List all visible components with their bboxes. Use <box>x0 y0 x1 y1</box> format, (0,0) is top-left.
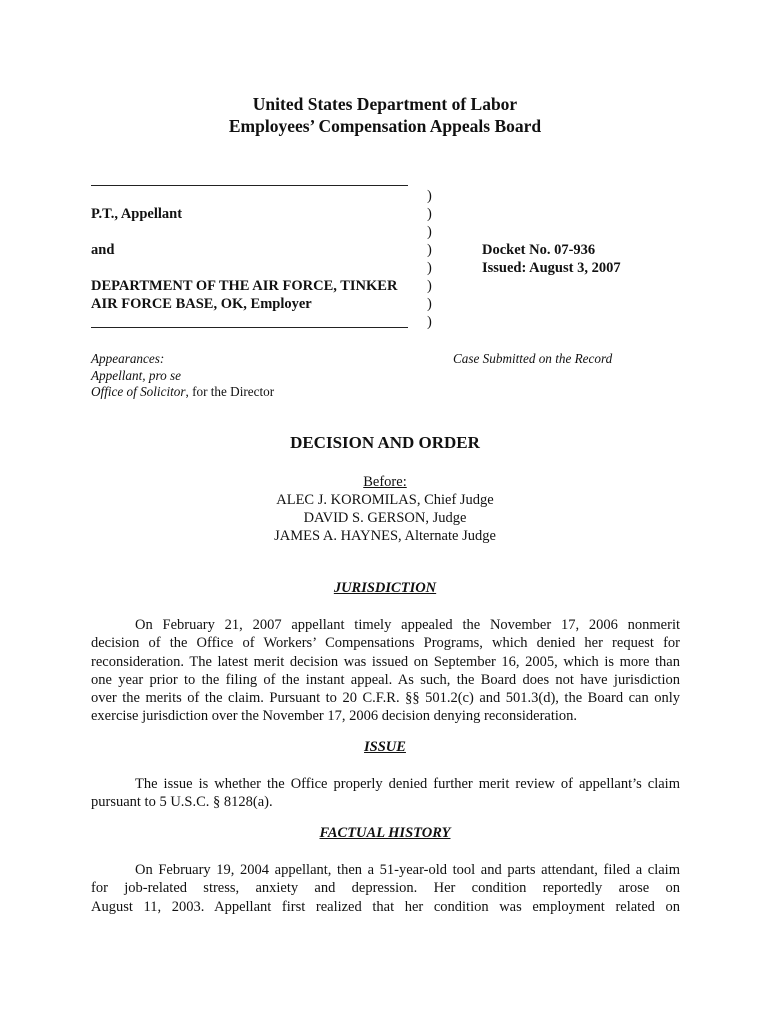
employer-line-2: AIR FORCE BASE, OK, Employer <box>91 296 312 312</box>
factual-history-heading: FACTUAL HISTORY <box>319 825 451 841</box>
solicitor-office: Office of Solicitor <box>91 384 186 399</box>
paragraph-line: On February 19, 2004 appellant, then a 51-year-old tool and parts attendant, filed a claim <box>135 862 680 878</box>
employer-line-1: DEPARTMENT OF THE AIR FORCE, TINKER <box>91 278 398 294</box>
paragraph-line: reconsideration. The latest merit decision was issued on September 16, 2005, which is more than <box>91 653 680 670</box>
caption-bottom-rule <box>91 327 408 328</box>
judge-alternate: JAMES A. HAYNES, Alternate Judge <box>274 528 496 544</box>
decision-title: DECISION AND ORDER <box>290 433 480 452</box>
caption-paren: ) <box>427 278 432 294</box>
paragraph-line: On February 21, 2007 appellant timely appealed the November 17, 2006 nonmerit <box>135 617 680 633</box>
appearance-appellant: Appellant, pro se <box>91 368 181 383</box>
paragraph-line: August 11, 2003. Appellant first realized that her condition was employment related on <box>91 898 680 915</box>
paragraph-line: exercise jurisdiction over the November 17, 2006 decision denying reconsideration. <box>91 708 578 725</box>
appellant-name: P.T., Appellant <box>91 206 183 222</box>
agency-name: United States Department of Labor <box>252 94 518 114</box>
paragraph-line: pursuant to 5 U.S.C. § 8128(a). <box>91 794 273 811</box>
paragraph-line: over the merits of the claim. Pursuant to 20 C.F.R. §§ 501.2(c) and 501.3(d), the Board can only <box>91 690 680 707</box>
appearance-solicitor <box>91 383 274 400</box>
caption-and: and <box>91 242 115 258</box>
paragraph-line: one year prior to the filing of the instant appeal. As such, the Board does not have jurisdiction <box>91 671 680 688</box>
caption-paren: ) <box>427 206 432 222</box>
judge: DAVID S. GERSON, Judge <box>303 510 467 526</box>
before-label <box>0 473 770 492</box>
caption-paren: ) <box>427 224 432 240</box>
appearances-label: Appearances: <box>91 351 165 366</box>
judge-chief: ALEC J. KOROMILAS, Chief Judge <box>276 492 494 508</box>
caption-paren: ) <box>427 188 432 204</box>
paragraph-line: The issue is whether the Office properly denied further merit review of appellant’s claim <box>135 776 680 792</box>
before-label-text: Before: <box>363 474 407 490</box>
issued-date: Issued: August 3, 2007 <box>482 260 621 276</box>
paragraph-line: decision of the Office of Workers’ Compensations Programs, which denied her request for <box>91 635 680 652</box>
caption-top-rule <box>91 185 408 186</box>
jurisdiction-heading: JURISDICTION <box>333 580 437 596</box>
issue-paragraph <box>91 775 680 812</box>
caption-paren: ) <box>427 242 432 258</box>
issue-heading: ISSUE <box>364 739 406 755</box>
case-submitted-note: Case Submitted on the Record <box>453 351 613 366</box>
caption-paren: ) <box>427 314 432 330</box>
caption-paren: ) <box>427 260 432 276</box>
caption-paren: ) <box>427 296 432 312</box>
board-name: Employees’ Compensation Appeals Board <box>228 116 542 136</box>
factual-history-paragraph <box>91 861 680 916</box>
docket-number: Docket No. 07-936 <box>482 242 596 258</box>
solicitor-role: , for the Director <box>185 384 275 399</box>
jurisdiction-paragraph <box>91 616 680 726</box>
paragraph-line: for job-related stress, anxiety and depression. Her condition reportedly arose on <box>91 880 680 897</box>
